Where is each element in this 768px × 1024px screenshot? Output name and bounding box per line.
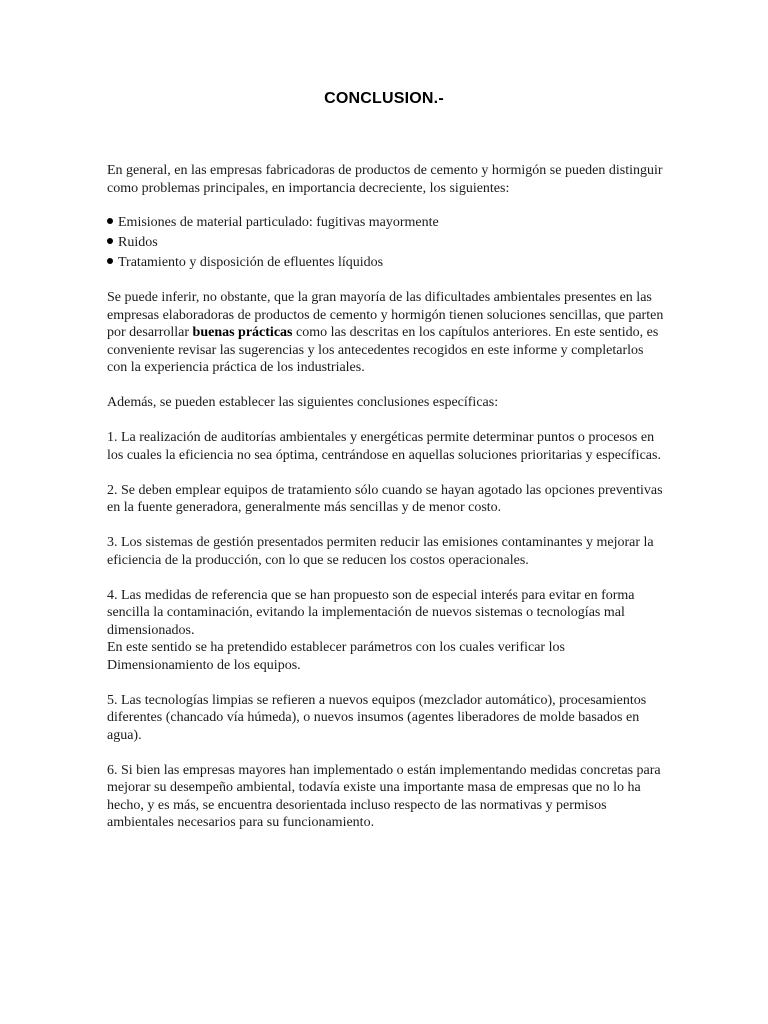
conclusion-item-3: 3. Los sistemas de gestión presentados permiten reducir las emisiones contaminantes y mejorar la eficiencia de la producción, con lo que se reducen los costos operacionales. [107, 535, 654, 568]
conclusion-item-6: 6. Si bien las empresas mayores han implementado o están implementando medidas concretas para mejorar su desempeño ambiental, todavía existe una importante masa de empresas que no lo ha hecho, y es más, se encuentra desorientada incluso respecto de las normativas y permisos ambientales necesarios para su funcionamiento. [107, 762, 661, 830]
document-body [107, 162, 667, 832]
bullet-icon [107, 258, 113, 264]
list-item-text: Emisiones de material particulado: fugitivas mayormente [118, 215, 439, 230]
bullet-icon [107, 238, 113, 244]
bullet-icon [107, 218, 113, 224]
emphasis-text: buenas prácticas [192, 325, 293, 340]
list-item-text: Tratamiento y disposición de efluentes líquidos [118, 255, 384, 270]
list-item [107, 213, 667, 233]
problem-list [107, 213, 667, 273]
list-item [107, 233, 667, 253]
conclusion-item-5: 5. Las tecnologías limpias se refieren a nuevos equipos (mezclador automático), procesamientos diferentes (chancado vía húmeda), o nuevos insumos (agentes liberadores de molde basados en agua). [107, 692, 647, 743]
conclusion-item-1: 1. La realización de auditorías ambientales y energéticas permite determinar puntos o procesos en los cuales la eficiencia no sea óptima, centrándose en aquellas soluciones prioritarias y específicas. [107, 430, 661, 463]
conclusion-item-2: 2. Se deben emplear equipos de tratamiento sólo cuando se hayan agotado las opciones preventivas en la fuente generadora, generalmente más sencillas y de menor costo. [107, 482, 663, 515]
conclusion-item-4: 4. Las medidas de referencia que se han propuesto son de especial interés para evitar en forma sencilla la contaminación, evitando la implementación de nuevos sistemas o tecnologías mal dimensionados. [107, 587, 635, 638]
list-item-text: Ruidos [118, 235, 158, 250]
conclusions-intro: Además, se pueden establecer las siguientes conclusiones específicas: [107, 395, 499, 410]
intro-paragraph: En general, en las empresas fabricadoras de productos de cemento y hormigón se pueden distinguir como problemas principales, en importancia decreciente, los siguientes: [107, 163, 663, 196]
list-item [107, 253, 667, 273]
conclusion-item-4-extra: En este sentido se ha pretendido establecer parámetros con los cuales verificar los Dimensionamiento de los equipos. [107, 640, 565, 673]
inference-paragraph: Se puede inferir, no obstante, que la gran mayoría de las dificultades ambientales presentes en las empresas elaboradoras de productos de cemento y hormigón tienen soluciones sencillas, que parten por desarrollar buenas prácticas como las descritas en los capítulos anteriores. En este sentido, es conveniente revisar las sugerencias y los antecedentes recogidos en este informe y completarlos con la experiencia práctica de los industriales. [107, 290, 664, 375]
page-title: CONCLUSION.- [324, 90, 444, 107]
